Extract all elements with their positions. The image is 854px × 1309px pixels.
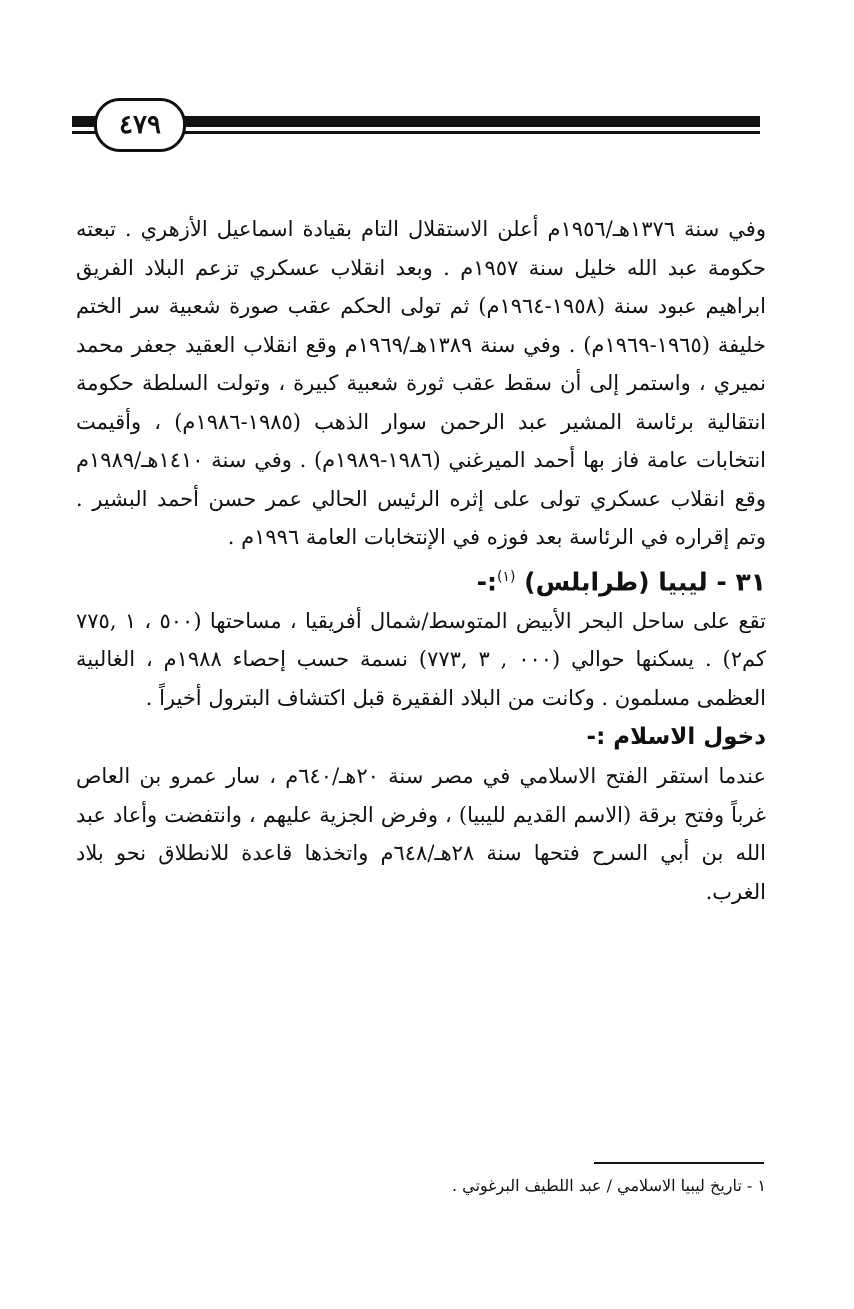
page-number: ٤٧٩ [94, 98, 186, 152]
footnote-reference: (١) [496, 568, 516, 585]
libya-paragraph: تقع على ساحل البحر الأبيض المتوسط/شمال أفريقيا ، مساحتها (٥٠٠ ، ١ ,٧٧٥ كم٢) . يسكنها حوالي (٠٠٠ , ٣ ,٧٧٣) نسمة حسب إحصاء ١٩٨٨م ، الغالبية العظمى مسلمون . وكانت من البلاد الفقيرة قبل اكتشاف البترول أخيراً . [76, 608, 767, 710]
page-header [72, 98, 760, 154]
libya-heading-suffix: :- [476, 566, 497, 596]
islam-heading: دخول الاسلام :- [586, 724, 766, 751]
libya-heading [76, 557, 766, 602]
page-body [76, 210, 766, 911]
footnote-divider [594, 1162, 764, 1164]
islam-paragraph: عندما استقر الفتح الاسلامي في مصر سنة ٢٠هـ/٦٤٠م ، سار عمرو بن العاص غرباً وفتح برقة (الاسم القديم لليبيا) ، وفرض الجزية عليهم ، وانتفضت وأعاد عبد الله بن أبي السرح فتحها سنة ٢٨هـ/٦٤٨م واتخذها قاعدة للانطلاق نحو بلاد الغرب. [76, 764, 766, 904]
footnote: ١ - تاريخ ليبيا الاسلامي / عبد اللطيف البرغوتي . [451, 1176, 766, 1195]
sudan-paragraph: وفي سنة ١٣٧٦هـ/١٩٥٦م أعلن الاستقلال التام بقيادة اسماعيل الأزهري . تبعته حكومة عبد الله خليل سنة ١٩٥٧م . وبعد انقلاب عسكري تزعم البلاد الفريق ابراهيم عبود سنة (١٩٥٨-١٩٦٤م) ثم تولى الحكم عقب صورة شعبية سر الختم خليفة (١٩٦٥-١٩٦٩م) . وفي سنة ١٣٨٩هـ/١٩٦٩م وقع انقلاب العقيد جعفر محمد نميري ، واستمر إلى أن سقط عقب ثورة شعبية كبيرة ، وتولت السلطة حكومة انتقالية برئاسة المشير عبد الرحمن سوار الذهب (١٩٨٥-١٩٨٦م) ، وأقيمت انتخابات عامة فاز بها أحمد الميرغني (١٩٨٦-١٩٨٩م) . وفي سنة ١٤١٠هـ/١٩٨٩م وقع انقلاب عسكري تولى على إثره الرئيس الحالي عمر حسن أحمد البشير . وتم إقراره في الرئاسة بعد فوزه في الإنتخابات العامة ١٩٩٦م . [76, 217, 767, 549]
libya-heading-title: ٣١ - ليبيا (طرابلس) [524, 566, 766, 596]
